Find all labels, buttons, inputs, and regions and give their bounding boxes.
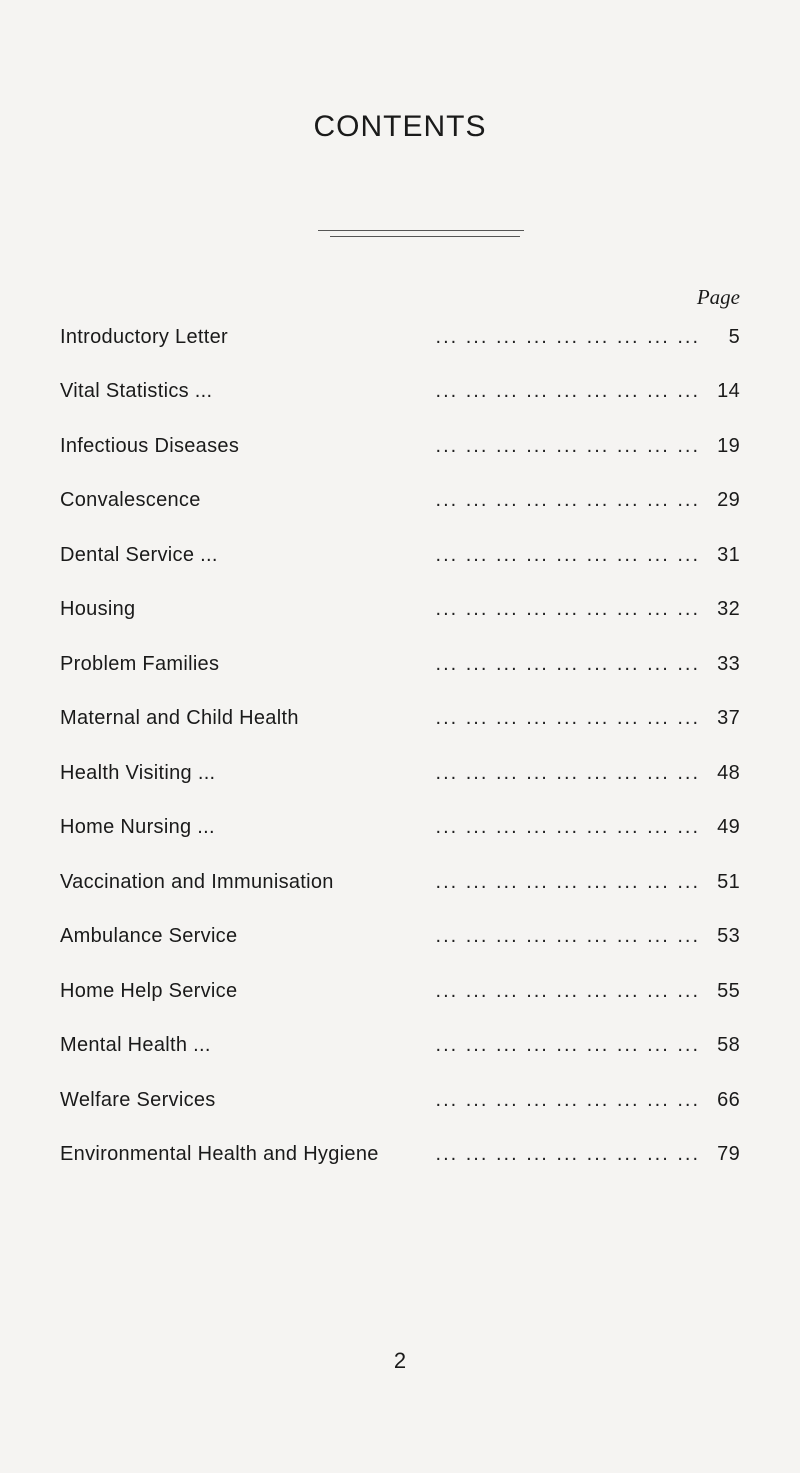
toc-entry[interactable] — [60, 419, 740, 474]
toc-entry-page: 55 — [717, 979, 740, 1002]
toc-entry[interactable] — [60, 692, 740, 747]
toc-entry[interactable] — [60, 855, 740, 910]
toc-entry-title: Ambulance Service — [60, 925, 238, 948]
toc-entry-title: Home Help Service — [60, 979, 238, 1002]
toc-entry-title: Environmental Health and Hygiene — [60, 1143, 379, 1166]
toc-leader: ... ... ... ... ... ... ... ... ... — [435, 1088, 700, 1111]
toc-leader: ... ... ... ... ... ... ... ... ... — [435, 489, 700, 512]
toc-entry-title: Problem Families — [60, 652, 220, 675]
title-divider-lower — [330, 236, 520, 237]
page-title: CONTENTS — [313, 110, 487, 143]
toc-entry-page: 19 — [717, 434, 740, 457]
toc-entry[interactable] — [60, 365, 740, 420]
toc-leader: ... ... ... ... ... ... ... ... ... — [435, 434, 700, 457]
toc-entry[interactable] — [60, 746, 740, 801]
toc-entry[interactable] — [60, 637, 740, 692]
toc-leader: ... ... ... ... ... ... ... ... ... — [435, 707, 700, 730]
toc-entry[interactable] — [60, 1128, 740, 1183]
title-divider — [318, 230, 524, 231]
page-number: 2 — [393, 1348, 407, 1373]
page-column-label: Page — [696, 285, 740, 309]
toc-leader: ... ... ... ... ... ... ... ... ... — [435, 761, 700, 784]
toc-entry-page: 66 — [717, 1088, 740, 1111]
toc-entry-title: Dental Service ... — [60, 543, 218, 566]
toc-entry-title: Vital Statistics ... — [60, 380, 213, 403]
toc-entry-title: Health Visiting ... — [60, 761, 216, 784]
toc-entry[interactable] — [60, 1073, 740, 1128]
toc-entry-page: 14 — [717, 380, 740, 403]
toc-entry-title: Housing — [60, 598, 136, 621]
toc-leader: ... ... ... ... ... ... ... ... ... — [435, 1034, 700, 1057]
toc-entry[interactable] — [60, 910, 740, 965]
toc-entry[interactable] — [60, 964, 740, 1019]
toc-entry[interactable] — [60, 801, 740, 856]
toc-entry-page: 58 — [717, 1034, 740, 1057]
toc-entry-page: 29 — [717, 489, 740, 512]
toc-entry-page: 48 — [717, 761, 740, 784]
toc-entry[interactable] — [60, 1019, 740, 1074]
toc-entry[interactable] — [60, 583, 740, 638]
toc-entry[interactable] — [60, 310, 740, 365]
toc-entry-page: 5 — [728, 325, 740, 348]
toc-entry-page: 32 — [717, 598, 740, 621]
toc-entry-page: 79 — [717, 1143, 740, 1166]
toc-leader: ... ... ... ... ... ... ... ... ... — [435, 925, 700, 948]
toc-entry-title: Home Nursing ... — [60, 816, 215, 839]
toc-entry-title: Welfare Services — [60, 1088, 216, 1111]
toc-leader: ... ... ... ... ... ... ... ... ... — [435, 870, 700, 893]
toc-entry[interactable] — [60, 528, 740, 583]
toc-leader: ... ... ... ... ... ... ... ... ... — [435, 652, 700, 675]
toc-leader: ... ... ... ... ... ... ... ... ... — [435, 979, 700, 1002]
toc-leader: ... ... ... ... ... ... ... ... ... — [435, 816, 700, 839]
toc-entry-title: Introductory Letter — [60, 325, 229, 348]
toc-entry-page: 33 — [717, 652, 740, 675]
toc-leader: ... ... ... ... ... ... ... ... ... — [435, 380, 700, 403]
toc-entry-page: 53 — [717, 925, 740, 948]
toc-leader: ... ... ... ... ... ... ... ... ... — [435, 1143, 700, 1166]
toc-leader: ... ... ... ... ... ... ... ... ... — [435, 598, 700, 621]
toc-leader: ... ... ... ... ... ... ... ... ... — [435, 543, 700, 566]
toc-entry-title: Mental Health ... — [60, 1034, 211, 1057]
toc-entry[interactable] — [60, 474, 740, 529]
toc-entry-title: Convalescence — [60, 489, 201, 512]
toc-entry-page: 49 — [717, 816, 740, 839]
table-of-contents — [60, 310, 740, 1182]
toc-entry-title: Vaccination and Immunisation — [60, 870, 334, 893]
toc-leader: ... ... ... ... ... ... ... ... ... — [435, 325, 700, 348]
toc-entry-page: 31 — [717, 543, 740, 566]
toc-entry-title: Infectious Diseases — [60, 434, 240, 457]
toc-entry-page: 37 — [717, 707, 740, 730]
toc-entry-page: 51 — [717, 870, 740, 893]
toc-entry-title: Maternal and Child Health — [60, 707, 299, 730]
